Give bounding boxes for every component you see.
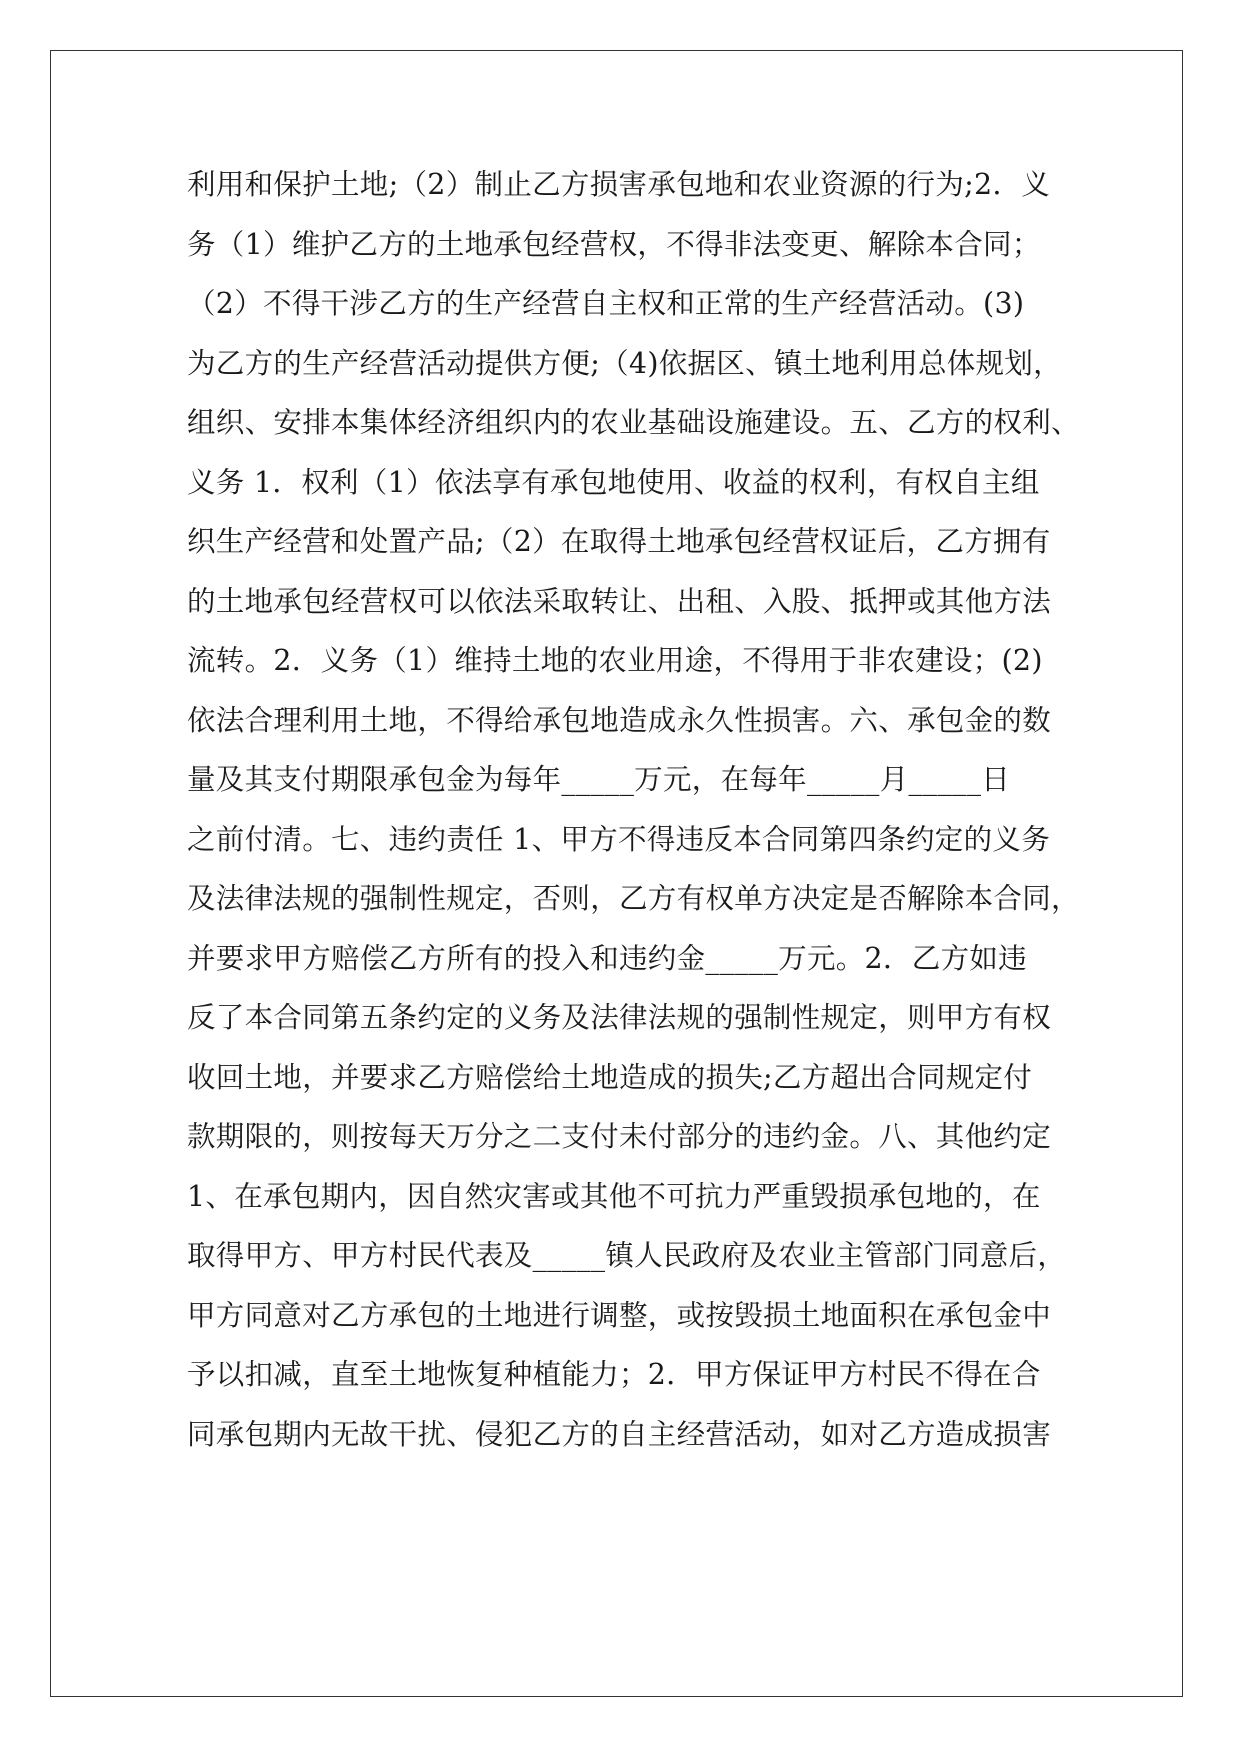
- text-line: 组织、安排本集体经济组织内的农业基础设施建设。五、乙方的权利、: [187, 406, 1080, 439]
- text-line: 及法律法规的强制性规定，否则，乙方有权单方决定是否解除本合同，: [187, 882, 1080, 915]
- text-line: 义务 1．权利（1）依法享有承包地使用、收益的权利，有权自主组: [187, 465, 1040, 499]
- text-line: 同承包期内无故干扰、侵犯乙方的自主经营活动，如对乙方造成损害: [187, 1417, 1052, 1451]
- text-line: 务（1）维护乙方的土地承包经营权，不得非法变更、解除本合同；: [187, 227, 1041, 261]
- text-line: 量及其支付期限承包金为每年_____万元，在每年_____月_____日: [187, 763, 1011, 796]
- text-line: 之前付清。七、违约责任 1、甲方不得违反本合同第四条约定的义务: [187, 822, 1050, 856]
- text-line: 予以扣减，直至土地恢复种植能力；2．甲方保证甲方村民不得在合: [187, 1358, 1041, 1391]
- text-line: 的土地承包经营权可以依法采取转让、出租、入股、抵押或其他方法: [187, 584, 1052, 618]
- text-line: 利用和保护土地;（2）制止乙方损害承包地和农业资源的行为;2．义: [187, 168, 1051, 201]
- text-line: 反了本合同第五条约定的义务及法律法规的强制性规定，则甲方有权: [187, 1001, 1052, 1034]
- text-line: 1、在承包期内，因自然灾害或其他不可抗力严重毁损承包地的，在: [187, 1179, 1041, 1213]
- text-line: 收回土地，并要求乙方赔偿给土地造成的损失;乙方超出合同规定付: [187, 1060, 1033, 1094]
- text-line: （2）不得干涉乙方的生产经营自主权和正常的生产经营活动。(3): [187, 287, 1025, 320]
- text-line: 取得甲方、甲方村民代表及_____镇人民政府及农业主管部门同意后，: [187, 1239, 1067, 1272]
- text-line: 甲方同意对乙方承包的土地进行调整，或按毁损土地面积在承包金中: [187, 1298, 1052, 1332]
- text-line: 流转。2．义务（1）维持土地的农业用途，不得用于非农建设；(2): [187, 644, 1043, 677]
- text-line: 款期限的，则按每天万分之二支付未付部分的违约金。八、其他约定: [187, 1120, 1052, 1153]
- text-line: 为乙方的生产经营活动提供方便;（4)依据区、镇土地利用总体规划，: [187, 346, 1062, 380]
- text-line: 依法合理利用土地，不得给承包地造成永久性损害。六、承包金的数: [187, 703, 1052, 737]
- text-line: 织生产经营和处置产品;（2）在取得土地承包经营权证后，乙方拥有: [187, 525, 1051, 558]
- text-line: 并要求甲方赔偿乙方所有的投入和违约金_____万元。2．乙方如违: [187, 941, 1027, 975]
- contract-body-text: [187, 155, 1080, 1464]
